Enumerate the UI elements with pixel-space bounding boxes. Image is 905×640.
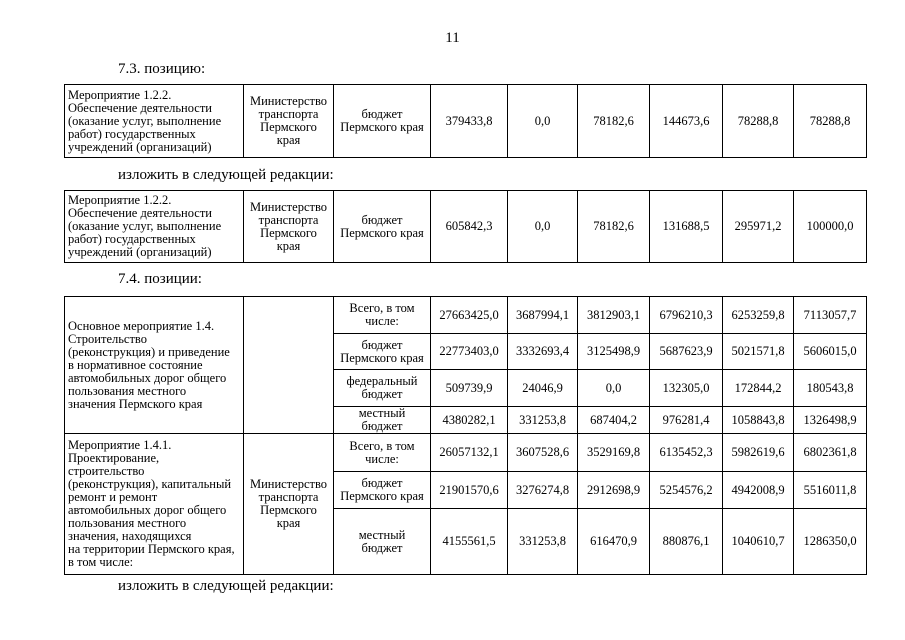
value-cell: 5687623,9 [650, 334, 723, 370]
value-cell: 5982619,6 [723, 434, 794, 472]
value-cell: 24046,9 [508, 370, 578, 407]
value-cell: 172844,2 [723, 370, 794, 407]
table-row [65, 85, 867, 158]
funding-source-cell: местный бюджет [334, 407, 431, 434]
value-cell: 5254576,2 [650, 472, 723, 509]
funding-source-cell: бюджет Пермского края [334, 85, 431, 158]
value-cell: 0,0 [578, 370, 650, 407]
funding-source-cell: бюджет Пермского края [334, 334, 431, 370]
value-cell: 3332693,4 [508, 334, 578, 370]
value-cell: 78182,6 [578, 85, 650, 158]
funding-source-cell: бюджет Пермского края [334, 472, 431, 509]
table-7-3-new [64, 190, 867, 263]
value-cell: 3687994,1 [508, 297, 578, 334]
funding-source-cell: местный бюджет [334, 509, 431, 575]
value-cell: 509739,9 [431, 370, 508, 407]
value-cell: 616470,9 [578, 509, 650, 575]
sub-measure-description: Мероприятие 1.4.1. Проектирование, строительство (реконструкция), капитальный ремонт и ремонт автомобильных дорог общего пользования местного значения, находящихся на территории Пермского края, в том числе: [65, 434, 244, 575]
value-cell: 379433,8 [431, 85, 508, 158]
value-cell: 331253,8 [508, 407, 578, 434]
table-row [65, 297, 867, 334]
edit-instruction-2: изложить в следующей редакции: [118, 578, 334, 594]
measure-description: Мероприятие 1.2.2. Обеспечение деятельности (оказание услуг, выполнение работ) государственных учреждений (организаций) [65, 191, 244, 263]
value-cell: 3276274,8 [508, 472, 578, 509]
value-cell: 1040610,7 [723, 509, 794, 575]
value-cell: 3607528,6 [508, 434, 578, 472]
value-cell: 6796210,3 [650, 297, 723, 334]
value-cell: 132305,0 [650, 370, 723, 407]
value-cell: 2912698,9 [578, 472, 650, 509]
value-cell: 78182,6 [578, 191, 650, 263]
value-cell: 1326498,9 [794, 407, 867, 434]
value-cell: 6802361,8 [794, 434, 867, 472]
table-7-3-current [64, 84, 867, 158]
value-cell: 3529169,8 [578, 434, 650, 472]
table-row [65, 434, 867, 472]
value-cell: 0,0 [508, 85, 578, 158]
value-cell: 295971,2 [723, 191, 794, 263]
measure-description: Мероприятие 1.2.2. Обеспечение деятельности (оказание услуг, выполнение работ) государственных учреждений (организаций) [65, 85, 244, 158]
value-cell: 4380282,1 [431, 407, 508, 434]
funding-source-cell: Всего, в том числе: [334, 297, 431, 334]
value-cell: 131688,5 [650, 191, 723, 263]
table-7-4-current [64, 296, 867, 575]
value-cell: 22773403,0 [431, 334, 508, 370]
value-cell: 1058843,8 [723, 407, 794, 434]
page-number: 11 [445, 30, 460, 46]
executor-cell: Министерство транспорта Пермского края [244, 85, 334, 158]
value-cell: 180543,8 [794, 370, 867, 407]
value-cell: 605842,3 [431, 191, 508, 263]
value-cell: 100000,0 [794, 191, 867, 263]
value-cell: 3812903,1 [578, 297, 650, 334]
value-cell: 7113057,7 [794, 297, 867, 334]
value-cell: 4942008,9 [723, 472, 794, 509]
value-cell: 1286350,0 [794, 509, 867, 575]
funding-source-cell: бюджет Пермского края [334, 191, 431, 263]
section-7-3-heading: 7.3. позицию: [118, 61, 206, 77]
value-cell: 21901570,6 [431, 472, 508, 509]
value-cell: 3125498,9 [578, 334, 650, 370]
value-cell: 687404,2 [578, 407, 650, 434]
table-row [65, 191, 867, 263]
value-cell: 144673,6 [650, 85, 723, 158]
value-cell: 78288,8 [723, 85, 794, 158]
funding-source-cell: федеральный бюджет [334, 370, 431, 407]
executor-cell: Министерство транспорта Пермского края [244, 434, 334, 575]
value-cell: 0,0 [508, 191, 578, 263]
value-cell: 880876,1 [650, 509, 723, 575]
value-cell: 976281,4 [650, 407, 723, 434]
value-cell: 6135452,3 [650, 434, 723, 472]
section-7-4-heading: 7.4. позиции: [118, 271, 202, 287]
executor-cell-empty [244, 297, 334, 434]
value-cell: 27663425,0 [431, 297, 508, 334]
value-cell: 78288,8 [794, 85, 867, 158]
executor-cell: Министерство транспорта Пермского края [244, 191, 334, 263]
value-cell: 331253,8 [508, 509, 578, 575]
funding-source-cell: Всего, в том числе: [334, 434, 431, 472]
value-cell: 5021571,8 [723, 334, 794, 370]
edit-instruction-1: изложить в следующей редакции: [118, 167, 334, 183]
value-cell: 6253259,8 [723, 297, 794, 334]
value-cell: 5606015,0 [794, 334, 867, 370]
value-cell: 4155561,5 [431, 509, 508, 575]
value-cell: 5516011,8 [794, 472, 867, 509]
main-measure-description: Основное мероприятие 1.4. Строительство (реконструкция) и приведение в нормативное состояние автомобильных дорог общего пользования местного значения Пермского края [65, 297, 244, 434]
value-cell: 26057132,1 [431, 434, 508, 472]
